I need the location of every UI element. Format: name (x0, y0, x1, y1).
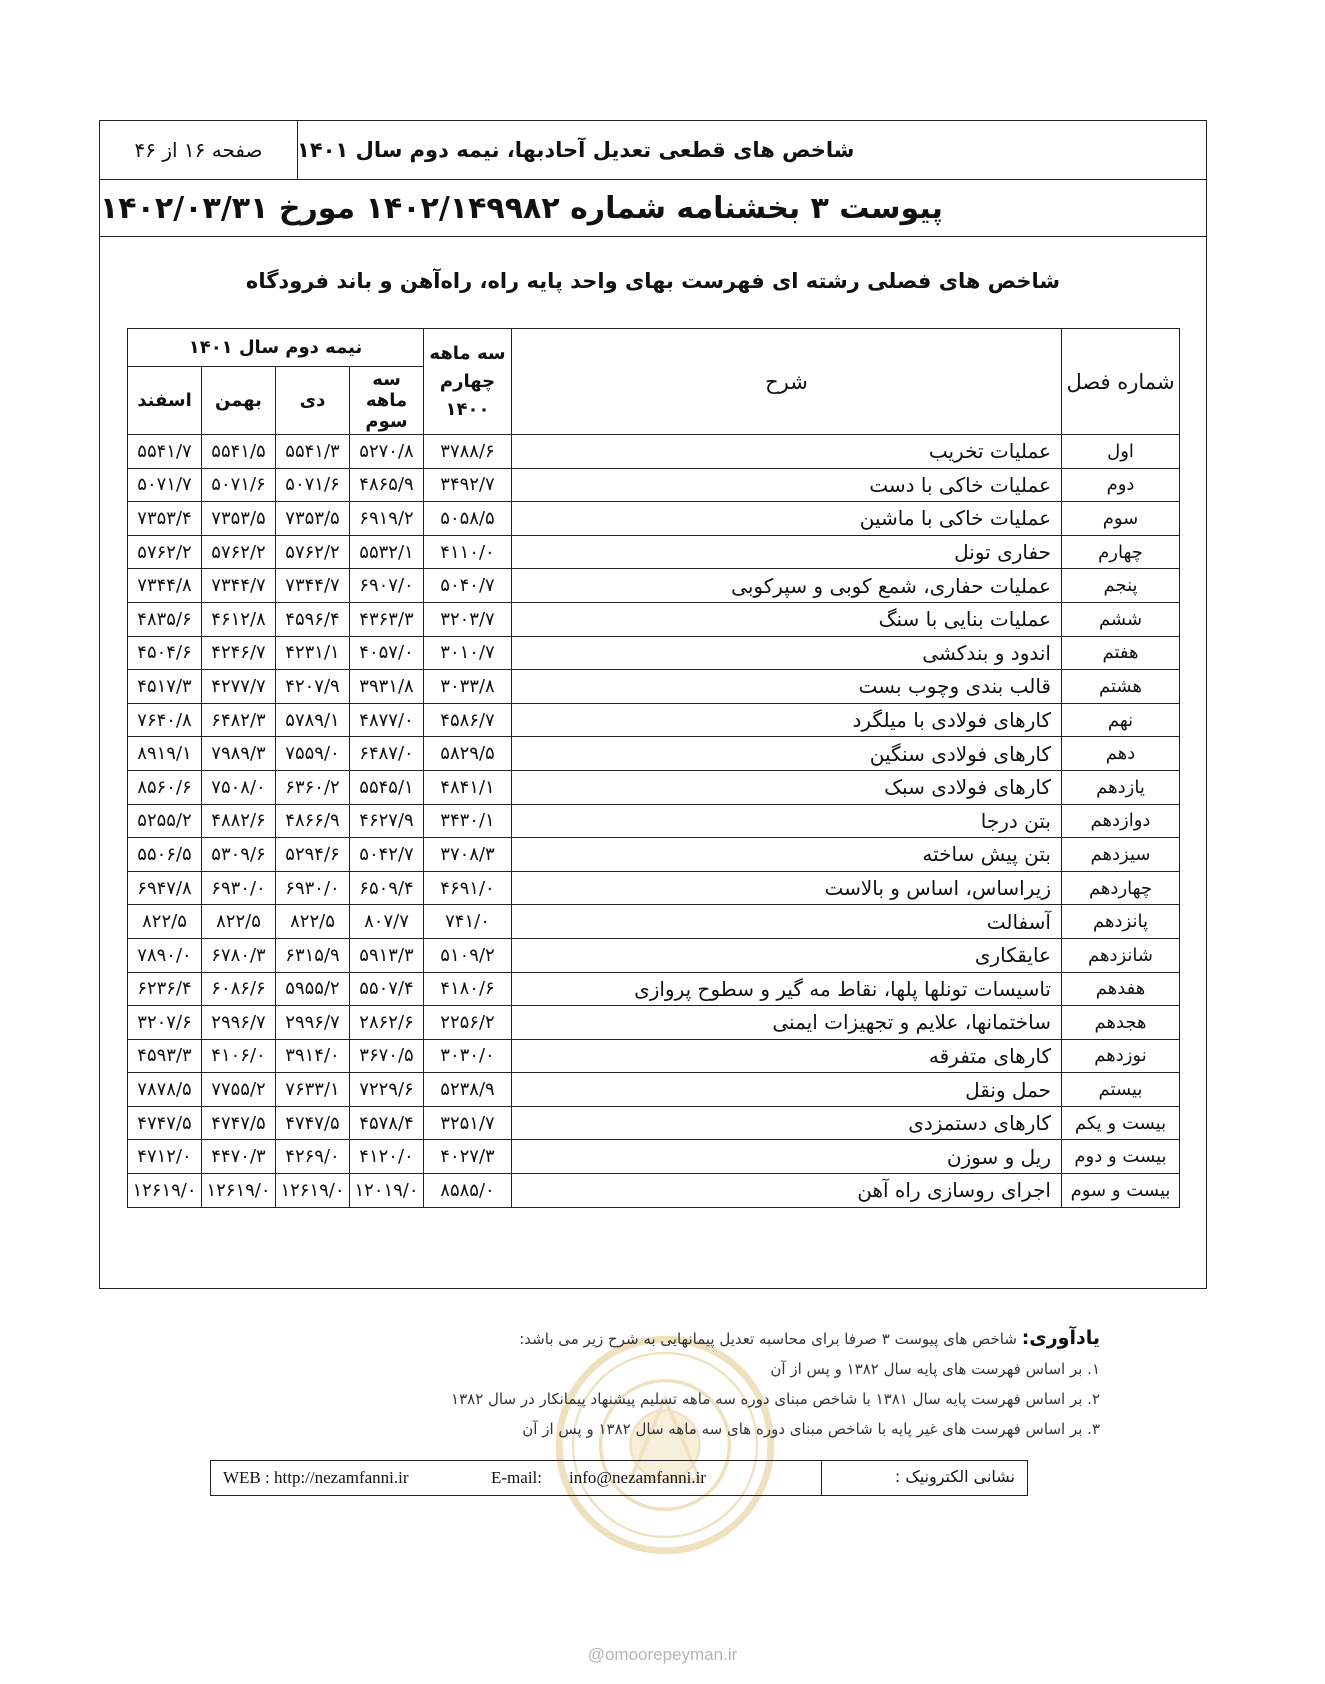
table-row (128, 770, 1180, 804)
q4-1400-cell: ۳۴۹۲/۷ (424, 468, 512, 502)
description-cell: ساختمانها، علایم و تجهیزات ایمنی (512, 1006, 1062, 1040)
chapter-cell: هفدهم (1062, 972, 1180, 1006)
q4-1400-cell: ۸۵۸۵/۰ (424, 1174, 512, 1208)
chapter-cell: یازدهم (1062, 770, 1180, 804)
q4-1400-cell: ۵۸۲۹/۵ (424, 737, 512, 771)
website-link[interactable]: WEB : http://nezamfanni.ir (223, 1468, 409, 1487)
description-cell: اجرای روسازی راه آهن (512, 1174, 1062, 1208)
column-header-q4-1400: سه ماهه چهارم ۱۴۰۰ (424, 329, 512, 435)
bahman-cell: ۵۳۰۹/۶ (202, 838, 276, 872)
document-frame (99, 120, 1207, 1289)
q3-cell: ۶۴۸۷/۰ (350, 737, 424, 771)
q4-1400-cell: ۳۲۵۱/۷ (424, 1106, 512, 1140)
esfand-cell: ۷۸۷۸/۵ (128, 1073, 202, 1107)
table-body (128, 435, 1180, 1208)
q3-cell: ۴۰۵۷/۰ (350, 636, 424, 670)
dey-cell: ۶۳۱۵/۹ (276, 938, 350, 972)
dey-cell: ۴۵۹۶/۴ (276, 602, 350, 636)
q4-1400-cell: ۳۴۳۰/۱ (424, 804, 512, 838)
description-cell: عملیات حفاری، شمع کوبی و سپرکوبی (512, 569, 1062, 603)
header-row (100, 121, 1206, 180)
description-cell: ریل و سوزن (512, 1140, 1062, 1174)
dey-cell: ۴۲۶۹/۰ (276, 1140, 350, 1174)
bahman-cell: ۴۱۰۶/۰ (202, 1039, 276, 1073)
chapter-cell: دهم (1062, 737, 1180, 771)
dey-cell: ۴۲۰۷/۹ (276, 670, 350, 704)
q3-cell: ۲۸۶۲/۶ (350, 1006, 424, 1040)
description-cell: تاسیسات تونلها پلها، نقاط مه گیر و سطوح پروازی (512, 972, 1062, 1006)
table-row (128, 636, 1180, 670)
q3-cell: ۵۵۴۵/۱ (350, 770, 424, 804)
q4-1400-cell: ۳۰۱۰/۷ (424, 636, 512, 670)
description-cell: کارهای دستمزدی (512, 1106, 1062, 1140)
bahman-cell: ۷۷۵۵/۲ (202, 1073, 276, 1107)
table-row (128, 1073, 1180, 1107)
dey-cell: ۱۲۶۱۹/۰ (276, 1174, 350, 1208)
q4-1400-cell: ۲۲۵۶/۲ (424, 1006, 512, 1040)
email-label: E-mail: (491, 1468, 542, 1487)
table-row (128, 468, 1180, 502)
dey-cell: ۷۶۳۳/۱ (276, 1073, 350, 1107)
chapter-cell: چهارم (1062, 535, 1180, 569)
dey-cell: ۵۷۶۲/۲ (276, 535, 350, 569)
chapter-cell: پانزدهم (1062, 905, 1180, 939)
description-cell: حمل ونقل (512, 1073, 1062, 1107)
description-cell: بتن درجا (512, 804, 1062, 838)
esfand-cell: ۴۵۹۳/۳ (128, 1039, 202, 1073)
table-row (128, 1140, 1180, 1174)
bahman-cell: ۴۲۷۷/۷ (202, 670, 276, 704)
column-group-header-half-1401: نیمه دوم سال ۱۴۰۱ (128, 329, 424, 367)
q3-cell: ۳۹۳۱/۸ (350, 670, 424, 704)
description-cell: عملیات خاکی با دست (512, 468, 1062, 502)
column-header-esfand: اسفند (128, 367, 202, 435)
description-cell: بتن پیش ساخته (512, 838, 1062, 872)
footnote-label: یادآوری: (1021, 1327, 1100, 1349)
dey-cell: ۴۷۴۷/۵ (276, 1106, 350, 1140)
table-row (128, 1039, 1180, 1073)
q3-cell: ۴۱۲۰/۰ (350, 1140, 424, 1174)
chapter-cell: پنجم (1062, 569, 1180, 603)
column-header-q3: سه ماهه سوم (350, 367, 424, 435)
bahman-cell: ۶۷۸۰/۳ (202, 938, 276, 972)
esfand-cell: ۳۲۰۷/۶ (128, 1006, 202, 1040)
dey-cell: ۵۹۵۵/۲ (276, 972, 350, 1006)
q3-cell: ۸۰۷/۷ (350, 905, 424, 939)
chapter-cell: دوازدهم (1062, 804, 1180, 838)
chapter-cell: اول (1062, 435, 1180, 469)
chapter-cell: دوم (1062, 468, 1180, 502)
q4-1400-cell: ۴۰۲۷/۳ (424, 1140, 512, 1174)
q4-1400-cell: ۵۰۵۸/۵ (424, 502, 512, 536)
q3-cell: ۵۲۷۰/۸ (350, 435, 424, 469)
table-row (128, 1006, 1180, 1040)
watermark-text: @omoorepeyman.ir (587, 1645, 738, 1664)
email-link[interactable]: info@nezamfanni.ir (569, 1468, 706, 1487)
table-row (128, 737, 1180, 771)
table-row (128, 535, 1180, 569)
esfand-cell: ۵۰۷۱/۷ (128, 468, 202, 502)
q3-cell: ۳۶۷۰/۵ (350, 1039, 424, 1073)
bahman-cell: ۲۹۹۶/۷ (202, 1006, 276, 1040)
esfand-cell: ۷۳۵۳/۴ (128, 502, 202, 536)
dey-cell: ۳۹۱۴/۰ (276, 1039, 350, 1073)
description-cell: کارهای فولادی سبک (512, 770, 1062, 804)
chapter-cell: چهاردهم (1062, 871, 1180, 905)
q4-1400-cell: ۴۱۱۰/۰ (424, 535, 512, 569)
q3-cell: ۴۸۷۷/۰ (350, 703, 424, 737)
esfand-cell: ۷۸۹۰/۰ (128, 938, 202, 972)
esfand-cell: ۴۵۱۷/۳ (128, 670, 202, 704)
q3-cell: ۶۹۰۷/۰ (350, 569, 424, 603)
bahman-cell: ۸۲۲/۵ (202, 905, 276, 939)
dey-cell: ۷۵۵۹/۰ (276, 737, 350, 771)
table-row (128, 1174, 1180, 1208)
q3-cell: ۶۵۰۹/۴ (350, 871, 424, 905)
bahman-cell: ۵۵۴۱/۵ (202, 435, 276, 469)
q4-1400-cell: ۴۸۴۱/۱ (424, 770, 512, 804)
description-cell: قالب بندی وچوب بست (512, 670, 1062, 704)
index-table (127, 328, 1180, 1208)
q3-cell: ۵۵۰۷/۴ (350, 972, 424, 1006)
footnote-intro: شاخص های پیوست ۳ صرفا برای محاسبه تعدیل پیمانهایی به شرح زیر می باشد: (519, 1330, 1017, 1348)
q4-1400-cell: ۴۶۹۱/۰ (424, 871, 512, 905)
dey-cell: ۶۹۳۰/۰ (276, 871, 350, 905)
table-row (128, 871, 1180, 905)
bahman-cell: ۵۷۶۲/۲ (202, 535, 276, 569)
description-cell: کارهای متفرقه (512, 1039, 1062, 1073)
description-cell: کارهای فولادی با میلگرد (512, 703, 1062, 737)
chapter-cell: شانزدهم (1062, 938, 1180, 972)
q3-cell: ۴۵۷۸/۴ (350, 1106, 424, 1140)
q4-1400-cell: ۵۰۴۰/۷ (424, 569, 512, 603)
bahman-cell: ۷۳۴۴/۷ (202, 569, 276, 603)
dey-cell: ۷۳۴۴/۷ (276, 569, 350, 603)
q4-1400-cell: ۵۱۰۹/۲ (424, 938, 512, 972)
description-cell: زیراساس، اساس و بالاست (512, 871, 1062, 905)
table-row (128, 670, 1180, 704)
description-cell: حفاری تونل (512, 535, 1062, 569)
chapter-cell: سوم (1062, 502, 1180, 536)
bahman-cell: ۶۹۳۰/۰ (202, 871, 276, 905)
q4-1400-cell: ۴۱۸۰/۶ (424, 972, 512, 1006)
bahman-cell: ۴۶۱۲/۸ (202, 602, 276, 636)
contact-label: نشانی الکترونیک : (821, 1461, 1027, 1495)
q4-1400-cell: ۳۷۰۸/۳ (424, 838, 512, 872)
footnote-item: ۲. بر اساس فهرست پایه سال ۱۳۸۱ با شاخص مبنای دوره سه ماهه تسلیم پیشنهاد پیمانکار در سال ۱۳۸۲ (451, 1390, 1100, 1408)
footnote-item: ۱. بر اساس فهرست های پایه سال ۱۳۸۲ و پس از آن (770, 1360, 1100, 1378)
esfand-cell: ۵۵۴۱/۷ (128, 435, 202, 469)
esfand-cell: ۸۵۶۰/۶ (128, 770, 202, 804)
esfand-cell: ۸۲۲/۵ (128, 905, 202, 939)
table-row (128, 905, 1180, 939)
esfand-cell: ۴۷۱۲/۰ (128, 1140, 202, 1174)
esfand-cell: ۵۷۶۲/۲ (128, 535, 202, 569)
page-number: صفحه ۱۶ از ۴۶ (100, 121, 298, 179)
esfand-cell: ۶۲۳۶/۴ (128, 972, 202, 1006)
document-title: شاخص های قطعی تعدیل آحادبها، نیمه دوم سال ۱۴۰۱ (297, 138, 855, 162)
q3-cell: ۱۲۰۱۹/۰ (350, 1174, 424, 1208)
table-row (128, 502, 1180, 536)
dey-cell: ۴۸۶۶/۹ (276, 804, 350, 838)
bahman-cell: ۱۲۶۱۹/۰ (202, 1174, 276, 1208)
esfand-cell: ۱۲۶۱۹/۰ (128, 1174, 202, 1208)
column-header-dey: دی (276, 367, 350, 435)
table-row (128, 435, 1180, 469)
table-row (128, 602, 1180, 636)
q4-1400-cell: ۳۰۳۳/۸ (424, 670, 512, 704)
q4-1400-cell: ۳۰۳۰/۰ (424, 1039, 512, 1073)
bahman-cell: ۴۲۴۶/۷ (202, 636, 276, 670)
table-row (128, 1106, 1180, 1140)
table-row (128, 569, 1180, 603)
description-cell: اندود و بندکشی (512, 636, 1062, 670)
column-header-chapter: شماره فصل (1062, 329, 1180, 435)
chapter-cell: ششم (1062, 602, 1180, 636)
esfand-cell: ۷۳۴۴/۸ (128, 569, 202, 603)
esfand-cell: ۴۸۳۵/۶ (128, 602, 202, 636)
circular-reference: پیوست ۳ بخشنامه شماره ۱۴۰۲/۱۴۹۹۸۲ مورخ ۱۴۰۲/۰۳/۳۱ (100, 180, 1206, 237)
chapter-cell: نهم (1062, 703, 1180, 737)
description-cell: کارهای فولادی سنگین (512, 737, 1062, 771)
table-row (128, 804, 1180, 838)
chapter-cell: بیست و یکم (1062, 1106, 1180, 1140)
q3-cell: ۵۰۴۲/۷ (350, 838, 424, 872)
footnote (200, 1323, 1100, 1444)
table-row (128, 703, 1180, 737)
bahman-cell: ۷۵۰۸/۰ (202, 770, 276, 804)
chapter-cell: بیست و دوم (1062, 1140, 1180, 1174)
section-title: شاخص های فصلی رشته ای فهرست بهای واحد پایه راه، راه‌آهن و باند فرودگاه (245, 269, 1061, 293)
dey-cell: ۵۲۹۴/۶ (276, 838, 350, 872)
q3-cell: ۵۹۱۳/۳ (350, 938, 424, 972)
bahman-cell: ۴۴۷۰/۳ (202, 1140, 276, 1174)
dey-cell: ۸۲۲/۵ (276, 905, 350, 939)
esfand-cell: ۴۵۰۴/۶ (128, 636, 202, 670)
dey-cell: ۵۷۸۹/۱ (276, 703, 350, 737)
q4-1400-cell: ۳۲۰۳/۷ (424, 602, 512, 636)
bahman-cell: ۴۸۸۲/۶ (202, 804, 276, 838)
esfand-cell: ۸۹۱۹/۱ (128, 737, 202, 771)
contact-box (210, 1460, 1028, 1496)
description-cell: عملیات بنایی با سنگ (512, 602, 1062, 636)
q4-1400-cell: ۷۴۱/۰ (424, 905, 512, 939)
q3-cell: ۴۶۲۷/۹ (350, 804, 424, 838)
dey-cell: ۵۰۷۱/۶ (276, 468, 350, 502)
bahman-cell: ۶۰۸۶/۶ (202, 972, 276, 1006)
esfand-cell: ۵۲۵۵/۲ (128, 804, 202, 838)
chapter-cell: نوزدهم (1062, 1039, 1180, 1073)
dey-cell: ۵۵۴۱/۳ (276, 435, 350, 469)
dey-cell: ۲۹۹۶/۷ (276, 1006, 350, 1040)
esfand-cell: ۴۷۴۷/۵ (128, 1106, 202, 1140)
bahman-cell: ۵۰۷۱/۶ (202, 468, 276, 502)
bahman-cell: ۷۳۵۳/۵ (202, 502, 276, 536)
esfand-cell: ۷۶۴۰/۸ (128, 703, 202, 737)
q3-cell: ۶۹۱۹/۲ (350, 502, 424, 536)
q3-cell: ۵۵۳۲/۱ (350, 535, 424, 569)
q3-cell: ۴۸۶۵/۹ (350, 468, 424, 502)
bahman-cell: ۴۷۴۷/۵ (202, 1106, 276, 1140)
q3-cell: ۷۲۲۹/۶ (350, 1073, 424, 1107)
chapter-cell: هجدهم (1062, 1006, 1180, 1040)
chapter-cell: هفتم (1062, 636, 1180, 670)
column-header-bahman: بهمن (202, 367, 276, 435)
bahman-cell: ۶۴۸۲/۳ (202, 703, 276, 737)
column-header-description: شرح (512, 329, 1062, 435)
chapter-cell: هشتم (1062, 670, 1180, 704)
chapter-cell: بیستم (1062, 1073, 1180, 1107)
esfand-cell: ۵۵۰۶/۵ (128, 838, 202, 872)
q3-cell: ۴۳۶۳/۳ (350, 602, 424, 636)
table-row (128, 938, 1180, 972)
q4-1400-cell: ۵۲۳۸/۹ (424, 1073, 512, 1107)
table-row (128, 838, 1180, 872)
q4-1400-cell: ۴۵۸۶/۷ (424, 703, 512, 737)
footnote-item: ۳. بر اساس فهرست های غیر پایه با شاخص مبنای دوره های سه ماهه سال ۱۳۸۲ و پس از آن (522, 1420, 1100, 1438)
dey-cell: ۷۳۵۳/۵ (276, 502, 350, 536)
dey-cell: ۴۲۳۱/۱ (276, 636, 350, 670)
bahman-cell: ۷۹۸۹/۳ (202, 737, 276, 771)
description-cell: عملیات خاکی با ماشین (512, 502, 1062, 536)
esfand-cell: ۶۹۴۷/۸ (128, 871, 202, 905)
table-row (128, 972, 1180, 1006)
chapter-cell: سیزدهم (1062, 838, 1180, 872)
q4-1400-cell: ۳۷۸۸/۶ (424, 435, 512, 469)
description-cell: عملیات تخریب (512, 435, 1062, 469)
description-cell: عایقکاری (512, 938, 1062, 972)
chapter-cell: بیست و سوم (1062, 1174, 1180, 1208)
description-cell: آسفالت (512, 905, 1062, 939)
dey-cell: ۶۳۶۰/۲ (276, 770, 350, 804)
